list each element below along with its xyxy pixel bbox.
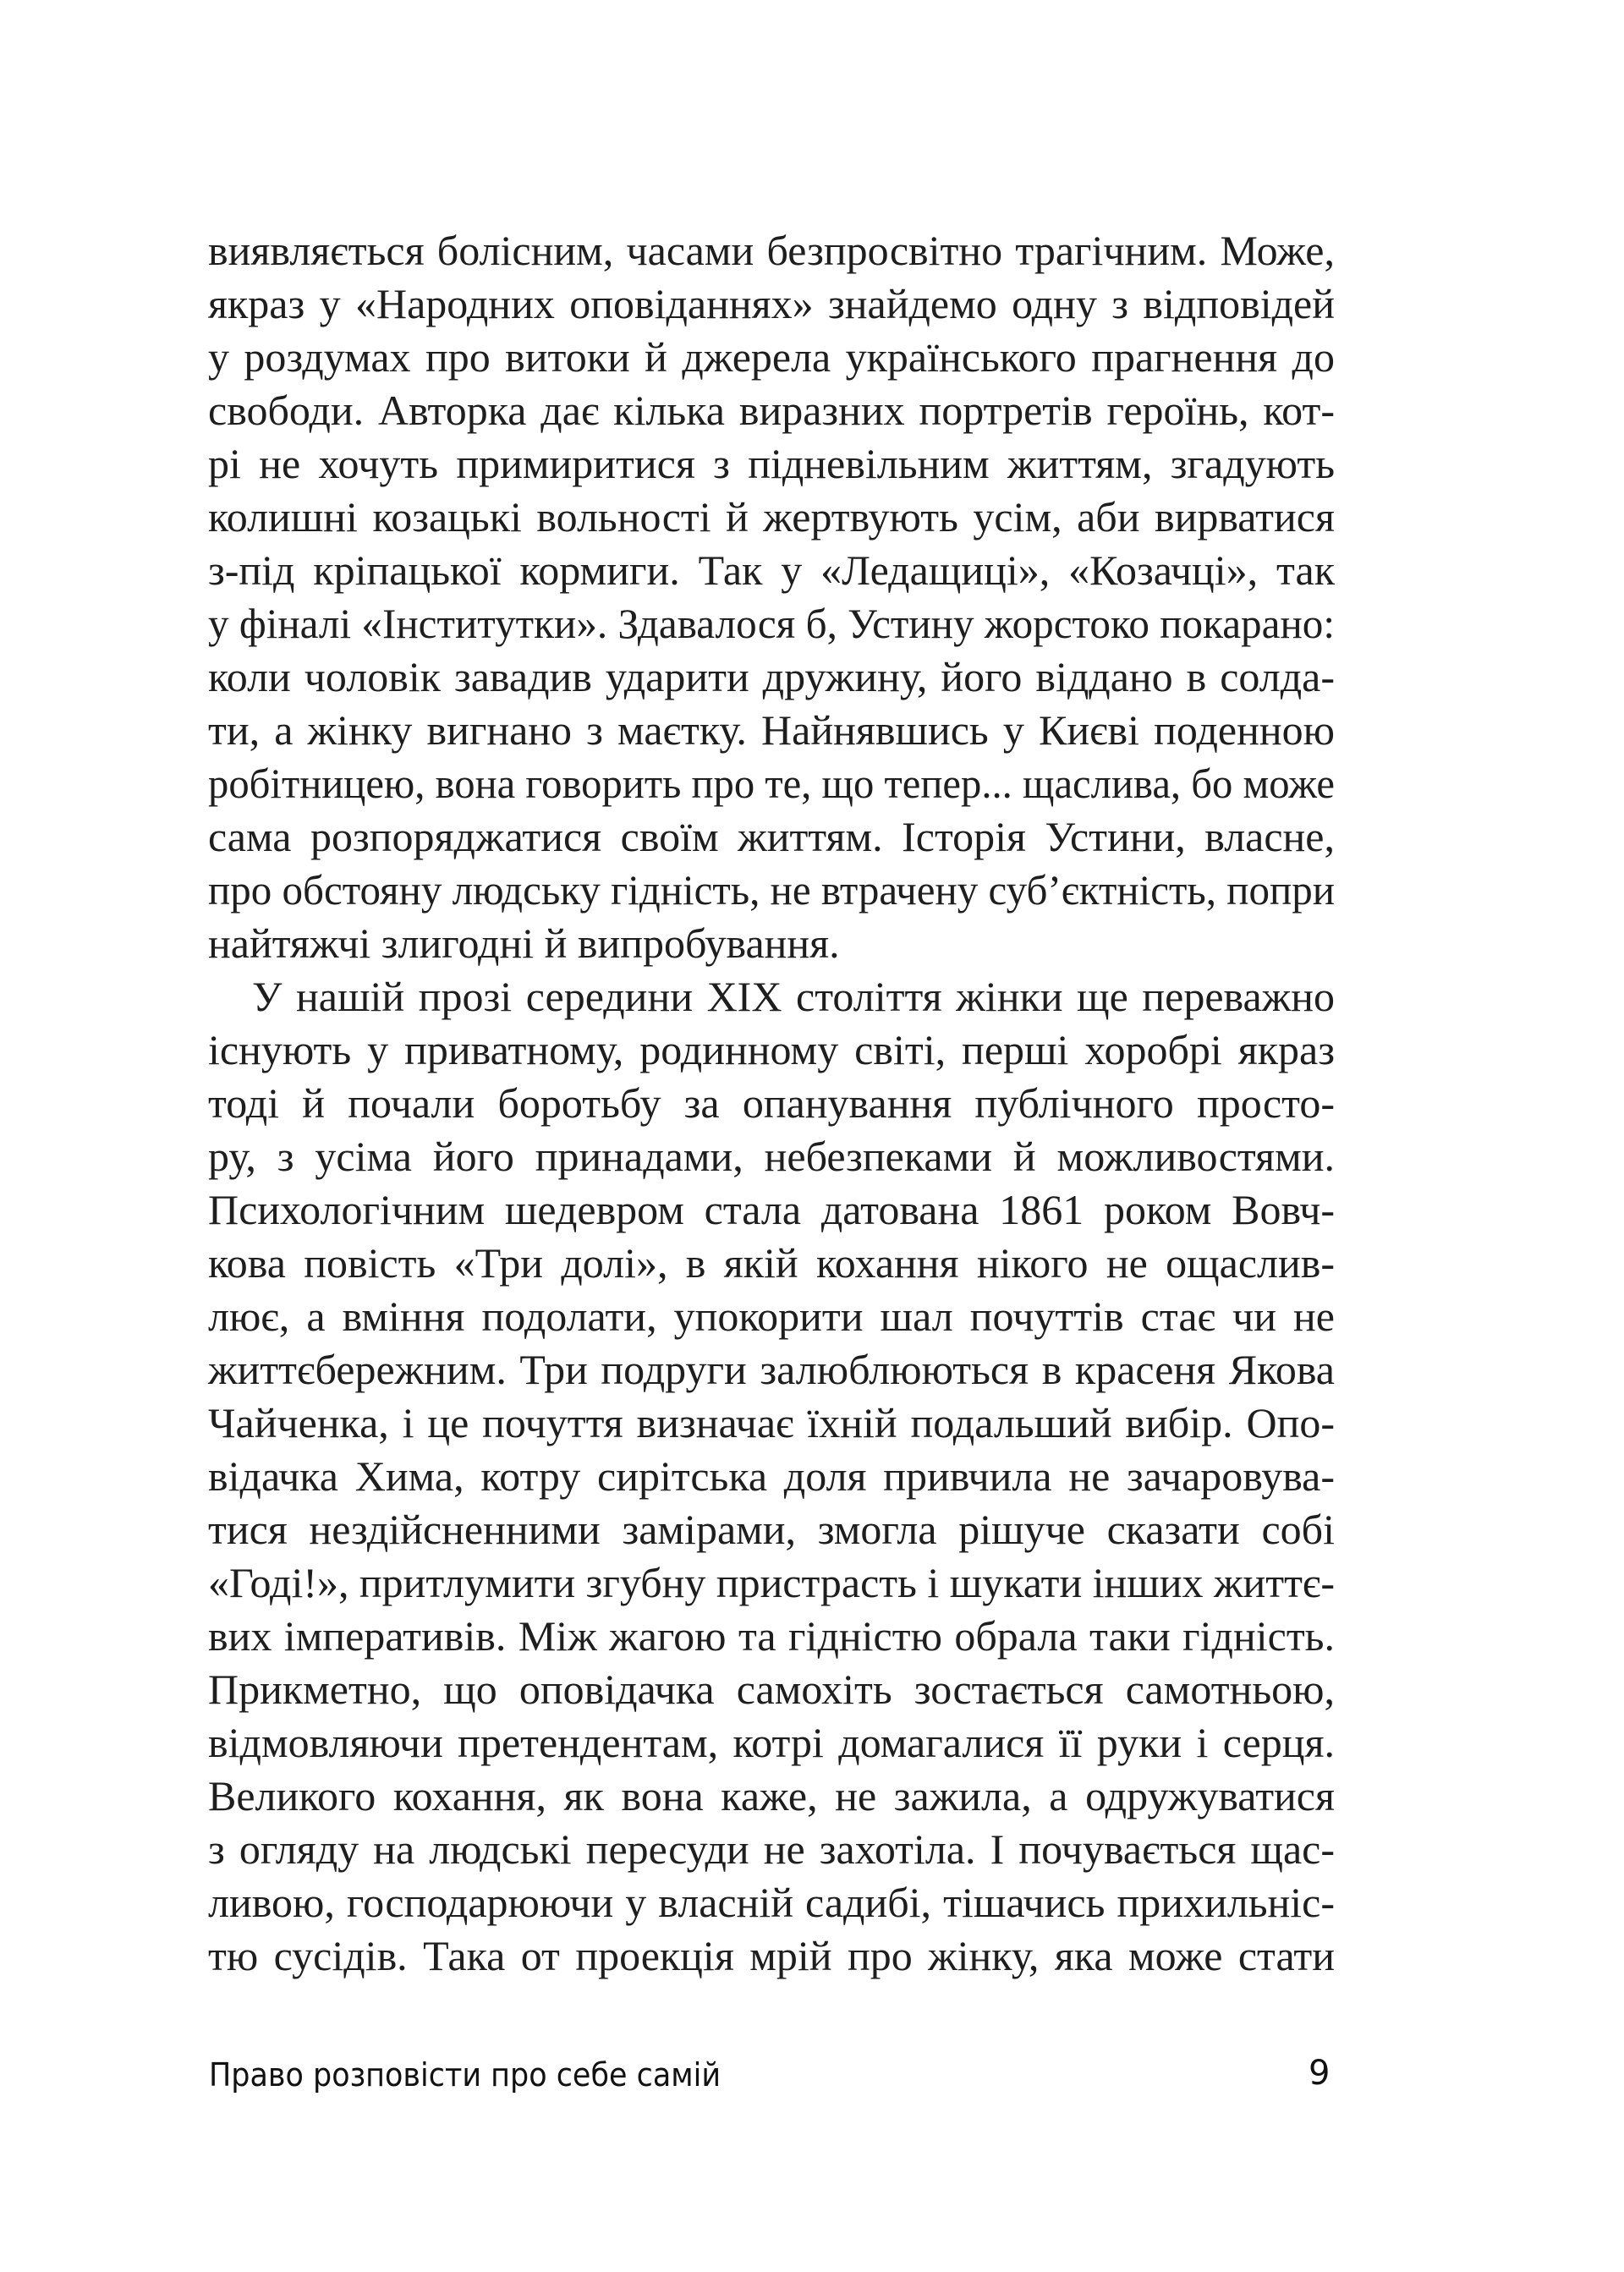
text-line-content: про обстояну людську гідність, не втрачену суб’єктність, попри [208,866,1335,914]
text-line-content: якраз у «Народних оповіданнях» знайдемо одну з відповідей [208,280,1335,327]
text-line-content: існують у приватному, родинному світі, перші хоробрі якраз [208,1026,1335,1073]
text-line-content: Великого кохання, як вона каже, не зажила, а одружуватися [208,1772,1335,1819]
text-line-content: життєбережним. Три подруги залюблюються в красеня Якова [208,1346,1335,1393]
text-line-content: відмовляючи претендентам, котрі домагалися її руки і серця. [208,1719,1335,1766]
text-line-content: Прикметно, що оповідачка самохіть зостається самотньою, [208,1666,1335,1713]
text-line-content: у фіналі «Інститутки». Здавалося б, Устину жорстоко покарано: [208,600,1335,647]
text-line [208,491,1335,544]
text-line [208,1716,1335,1770]
text-line-content: лює, а вміння подолати, упокорити шал почуттів стає чи не [208,1292,1335,1340]
text-line [208,650,1335,704]
text-line-content: кова повість «Три долі», в якій кохання нікого не ощаслив- [208,1239,1335,1287]
text-line-content: тися нездійсненними замірами, змогла рішуче сказати собі [208,1506,1335,1553]
text-line [208,1077,1335,1130]
text-line-content: відачка Хима, котру сирітська доля привчила не зачаровува- [208,1452,1335,1500]
text-line-content: сама розпоряджатися своїм життям. Історія Устини, власне, [208,813,1335,860]
text-line [208,1450,1335,1503]
text-line-content: тю сусідів. Така от проекція мрій про жінку, яка може стати [208,1932,1335,1979]
text-line [208,1237,1335,1290]
text-line-content: «Годі!», притлумити згубну пристрасть і шукати інших життє- [208,1559,1335,1606]
text-line-content: вих імперативів. Між жагою та гідністю обрала таки гідність. [208,1612,1335,1660]
text-line-content: у роздумах про витоки й джерела українського прагнення до [208,333,1335,381]
text-line [208,1823,1335,1876]
text-line [208,1503,1335,1556]
text-line [208,1556,1335,1610]
text-line-content: ти, а жінку вигнано з маєтку. Найнявшись у Києві поденною [208,706,1335,754]
text-line [208,224,1335,277]
text-line-content: свободи. Авторка дає кілька виразних портретів героїнь, кот- [208,387,1335,434]
text-line [208,1663,1335,1716]
text-line-content: з-під кріпацької кормиги. Так у «Ледащиці», «Козачці», так [208,546,1335,594]
text-line-content: тоді й почали боротьбу за опанування публічного просто- [208,1079,1335,1127]
text-line [208,1290,1335,1343]
running-footer-title: Право розповісти про себе самій [209,2056,721,2094]
text-line [208,1130,1335,1183]
text-line [208,970,1335,1023]
text-line-content: з огляду на людські пересуди не захотіла. І почувається щас- [208,1825,1335,1873]
page-number: 9 [1309,2054,1330,2093]
text-line [208,917,1335,970]
text-line [208,757,1335,810]
text-line-content: рі не хочуть примиритися з підневільним життям, згадують [208,440,1335,487]
text-line [208,277,1335,331]
text-line-content: найтяжчі злигодні й випробування. [208,919,840,967]
text-line [208,437,1335,491]
text-line [208,1183,1335,1237]
text-line [208,704,1335,757]
text-line-content: виявляється болісним, часами безпросвітно трагічним. Може, [208,227,1335,274]
text-line-content: Чайченка, і це почуття визначає їхній подальший вибір. Опо- [208,1399,1335,1446]
text-line [208,1343,1335,1397]
text-line [208,810,1335,864]
text-line-content: У нашій прозі середини XIX століття жінки ще переважно [252,973,1335,1020]
text-line [208,1929,1335,1983]
text-line-content: колишні козацькі вольності й жертвують усім, аби вирватися [208,493,1335,541]
text-line [208,1023,1335,1077]
text-line [208,331,1335,384]
text-line-content: ливою, господарюючи у власній садибі, тішачись прихильніс- [208,1879,1335,1926]
text-line-content: робітницею, вона говорить про те, що тепер... щаслива, бо може [208,760,1335,807]
text-line-content: ру, з усіма його принадами, небезпеками й можливостями. [208,1133,1335,1180]
text-line [208,597,1335,650]
body-text [208,224,1335,1983]
text-line [208,544,1335,597]
text-line [208,864,1335,917]
text-line [208,1397,1335,1450]
text-line [208,384,1335,437]
text-line [208,1610,1335,1663]
text-line-content: Психологічним шедевром стала датована 1861 роком Вовч- [208,1186,1335,1233]
text-line [208,1876,1335,1929]
text-line-content: коли чоловік завадив ударити дружину, його віддано в солда- [208,653,1335,700]
text-line [208,1770,1335,1823]
